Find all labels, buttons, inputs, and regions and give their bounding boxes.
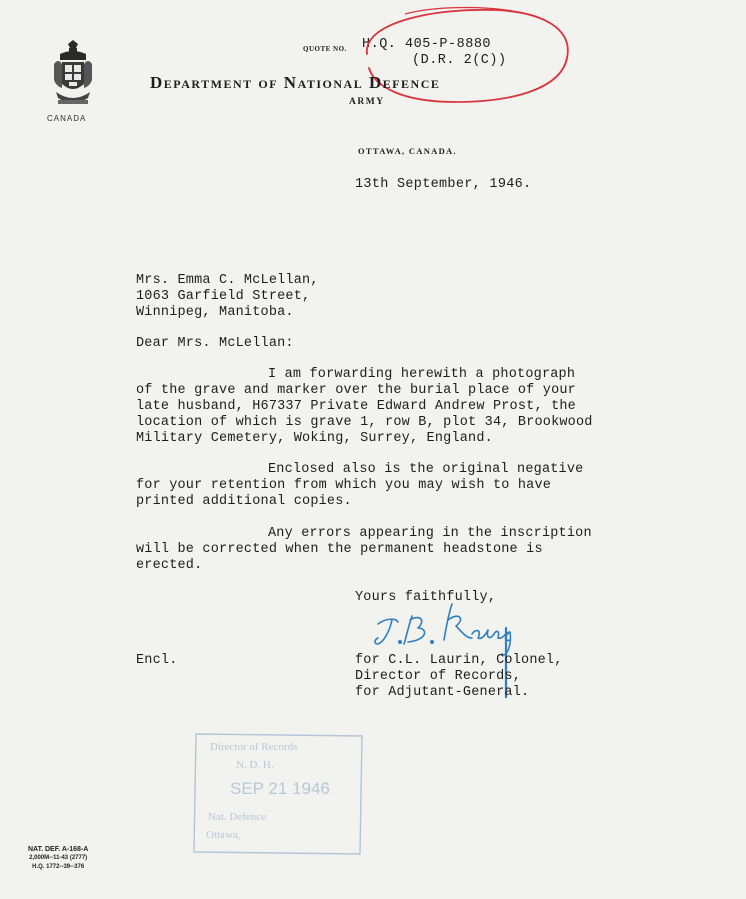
salutation: Dear Mrs. McLellan:	[136, 336, 294, 351]
form-code-line: H.Q. 1772--39--376	[32, 864, 85, 870]
stamp-date: SEP 21 1946	[230, 779, 330, 798]
location-label: OTTAWA, CANADA.	[358, 146, 457, 156]
received-stamp	[190, 728, 368, 860]
paragraph2-line: for your retention from which you may wish to have	[136, 478, 552, 493]
recipient-street: 1063 Garfield Street,	[136, 289, 311, 304]
paragraph2-line: Enclosed also is the original negative	[268, 462, 584, 477]
paragraph1-line: of the grave and marker over the burial place of your	[136, 383, 576, 398]
signature-line: for C.L. Laurin, Colonel,	[355, 653, 563, 668]
stamp-line: Director of Records	[210, 741, 298, 753]
stamp-line: N. D. H.	[236, 759, 274, 771]
canada-coat-of-arms-icon	[50, 40, 96, 112]
recipient-city: Winnipeg, Manitoba.	[136, 305, 294, 320]
paragraph3-line: will be corrected when the permanent headstone is	[136, 542, 543, 557]
paragraph3-line: Any errors appearing in the inscription	[268, 526, 592, 541]
paragraph1-line: location of which is grave 1, row B, plot 34, Brookwood	[136, 415, 593, 430]
quote-label: QUOTE NO.	[303, 45, 347, 53]
paragraph1-line: late husband, H67337 Private Edward Andrew Prost, the	[136, 399, 576, 414]
closing: Yours faithfully,	[355, 590, 497, 605]
letter-date: 13th September, 1946.	[355, 177, 532, 192]
country-label: CANADA	[47, 114, 87, 123]
paragraph3-line: erected.	[136, 558, 203, 573]
quote-subreference: (D.R. 2(C))	[412, 53, 507, 68]
form-code	[28, 845, 88, 872]
form-code-line: 2,000M--11-43 (2777)	[29, 855, 88, 861]
form-code-line: NAT. DEF. A-168-A	[28, 846, 89, 853]
paragraph1-line: Military Cemetery, Woking, Surrey, England.	[136, 431, 493, 446]
signature-line: Director of Records,	[355, 669, 522, 684]
quote-number: H.Q. 405-P-8880	[362, 37, 492, 52]
recipient-name: Mrs. Emma C. McLellan,	[136, 273, 319, 288]
branch-label: ARMY	[349, 97, 385, 107]
signature-line: for Adjutant-General.	[355, 685, 530, 700]
stamp-line: Nat. Defence	[208, 811, 267, 823]
paragraph2-line: printed additional copies.	[136, 494, 352, 509]
department-title: Department of National Defence	[150, 73, 441, 92]
paragraph1-line: I am forwarding herewith a photograph	[268, 367, 576, 382]
enclosure-note: Encl.	[136, 653, 178, 668]
stamp-line: Ottawa,	[206, 829, 241, 841]
